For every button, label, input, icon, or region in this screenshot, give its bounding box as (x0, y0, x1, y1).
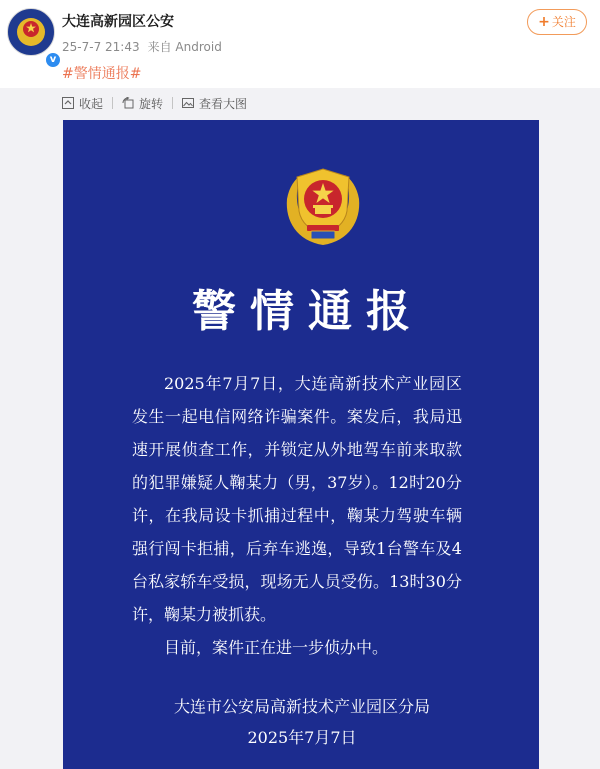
image-icon (182, 97, 194, 109)
collect-button[interactable] (62, 95, 103, 112)
topic-hashtag[interactable]: #警情通报# (62, 66, 142, 82)
post-timestamp[interactable]: 25-7-7 21:43 (62, 40, 140, 54)
plus-icon: + (538, 14, 550, 30)
follow-label: 关注 (551, 15, 576, 29)
avatar[interactable] (7, 8, 57, 65)
police-emblem-avatar-icon (8, 9, 54, 55)
notice-issuer: 大连市公安局高新技术产业园区分局 (173, 697, 430, 716)
view-large-button[interactable] (182, 95, 247, 112)
notice-signoff (63, 691, 539, 753)
author-name[interactable]: 大连高新园区公安 (62, 14, 174, 30)
post-meta (62, 38, 222, 55)
collect-label: 收起 (79, 96, 104, 111)
media-panel (0, 88, 600, 769)
notice-body (132, 367, 462, 664)
media-toolbar (62, 94, 247, 112)
verified-badge-icon: v (45, 52, 61, 68)
notice-date: 2025年7月7日 (247, 728, 357, 747)
rotate-label: 旋转 (139, 96, 164, 111)
follow-button[interactable] (527, 9, 587, 35)
toolbar-divider (172, 97, 173, 109)
toolbar-divider (112, 97, 113, 109)
police-emblem-icon (283, 165, 363, 247)
notice-title: 警情通报 (192, 286, 424, 337)
rotate-button[interactable] (122, 95, 163, 112)
notice-paragraph: 2025年7月7日，大连高新技术产业园区发生一起电信网络诈骗案件。案发后，我局迅速开展侦查工作，并锁定从外地驾车前来取款的犯罪嫌疑人鞠某力（男，37岁）。12时20分许，在我局设卡抓捕过程中，鞠某力驾驶车辆强行闯卡拒捕，后弃车逃逸，导致1台警车及4台私家轿车受损，现场无人员受伤。13时30分许，鞠某力被抓获。 (132, 374, 462, 624)
collapse-icon (62, 97, 74, 109)
post-header (0, 0, 600, 88)
post-source: 来自 Android (147, 40, 222, 54)
rotate-icon (122, 97, 134, 109)
notice-paragraph: 目前，案件正在进一步侦办中。 (164, 638, 389, 657)
view-large-label: 查看大图 (199, 96, 248, 111)
police-notice-image[interactable] (63, 120, 539, 769)
